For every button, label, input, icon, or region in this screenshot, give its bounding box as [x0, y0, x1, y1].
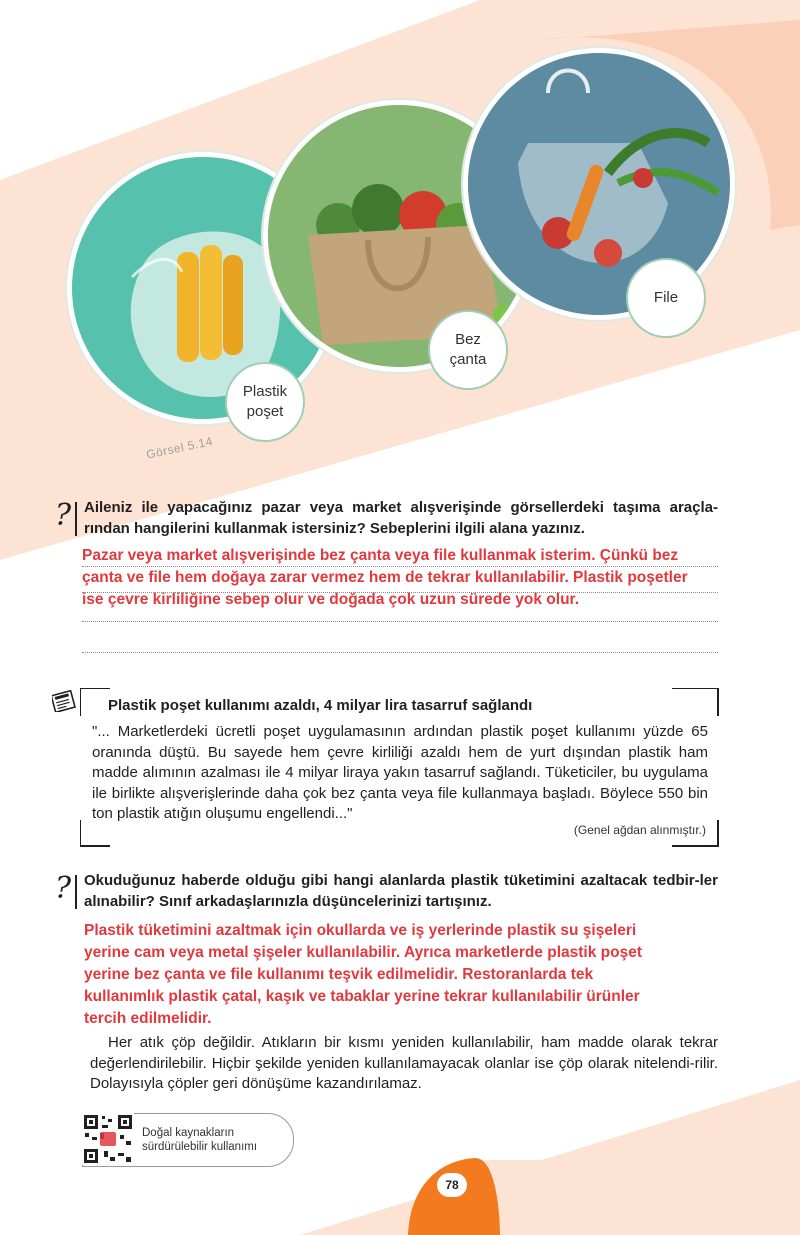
answer-line: [82, 566, 718, 567]
qr-code-icon[interactable]: [82, 1113, 134, 1165]
answer-line: [82, 592, 718, 593]
question-bar: [75, 502, 77, 536]
label-net-bag: File: [626, 258, 706, 338]
answer-2-line[interactable]: yerine bez çanta ve file kullanımı teşvik edilmelidir. Restoranlarda tek: [84, 966, 594, 983]
answer-1-line[interactable]: Pazar veya market alışverişinde bez çanta veya file kullanmak isterim. Çünkü bez: [82, 547, 679, 564]
qr-link-text: Doğal kaynakların sürdürülebilir kullanımı: [142, 1127, 258, 1153]
question-2-text: Okuduğunuz haberde olduğu gibi hangi alanlarda plastik tüketimini azaltacak tedbir-ler alınabilir? Sınıf arkadaşlarınızla düşüncelerinizi tartışınız.: [84, 872, 718, 910]
newspaper-icon: [52, 690, 78, 712]
question-bar: [75, 875, 77, 909]
question-mark-icon: ?: [55, 498, 72, 533]
body-paragraph: Her atık çöp değildir. Atıkların bir kısmı yeniden kullanılabilir, ham madde olarak tekrar değerlendirilebilir. Hiçbir şekilde yeniden kullanılamayacak olanlar ise çöp olarak nitelendi-rilir. Dolayısıyla çöpler geri dönüşüme kazandırılamaz.: [90, 1034, 718, 1092]
answer-1-line[interactable]: ise çevre kirliliğine sebep olur ve doğada çok uzun sürede yok olur.: [82, 591, 580, 608]
answer-1-line[interactable]: çanta ve file hem doğaya zarar vermez hem de tekrar kullanılabilir. Plastik poşetler: [82, 569, 688, 586]
figure-caption: Görsel 5.14: [145, 433, 214, 462]
label-cloth-bag: Bez çanta: [428, 310, 508, 390]
answer-2-line[interactable]: tercih edilmelidir.: [84, 1010, 212, 1027]
answer-2-line[interactable]: Plastik tüketimini azaltmak için okullarda ve iş yerlerinde plastik su şişeleri: [84, 922, 637, 939]
news-source: (Genel ağdan alınmıştır.): [573, 823, 706, 837]
question-mark-icon: ?: [55, 871, 72, 906]
label-plastic-bag: Plastik poşet: [225, 362, 305, 442]
news-body: "... Marketlerdeki ücretli poşet uygulamasının ardından plastik poşet kullanımı yüzde 65 oranında düştü. Bu sayede hem çevre kirliliği azaldı hem de yurt dışından plastik ham madde alımının azalması ile 4 milyar liraya yakın tasarruf sağlandı. Tüketiciler, bu uygulama ile birlikte alışverişlerinde daha çok bez çanta veya file kullanmaya başladı. Böylece 550 bin ton plastik atığın oluşumu engellendi...": [92, 723, 708, 822]
answer-2-line[interactable]: yerine cam veya metal şişeler kullanılabilir. Ayrıca marketlerde plastik poşet: [84, 944, 643, 961]
answer-2-line[interactable]: kullanımlık plastik çatal, kaşık ve tabaklar yerine tekrar kullanılabilir ürünler: [84, 988, 640, 1005]
answer-line: [82, 652, 718, 653]
page-number: 78: [437, 1173, 467, 1197]
answer-line: [82, 621, 718, 622]
question-1-text: Aileniz ile yapacağınız pazar veya market alışverişinde görsellerdeki taşıma araçla-rından hangilerini kullanmak istersiniz? Sebeplerini ilgili alana yazınız.: [84, 499, 718, 537]
news-title: Plastik poşet kullanımı azaldı, 4 milyar lira tasarruf sağlandı: [108, 697, 533, 714]
